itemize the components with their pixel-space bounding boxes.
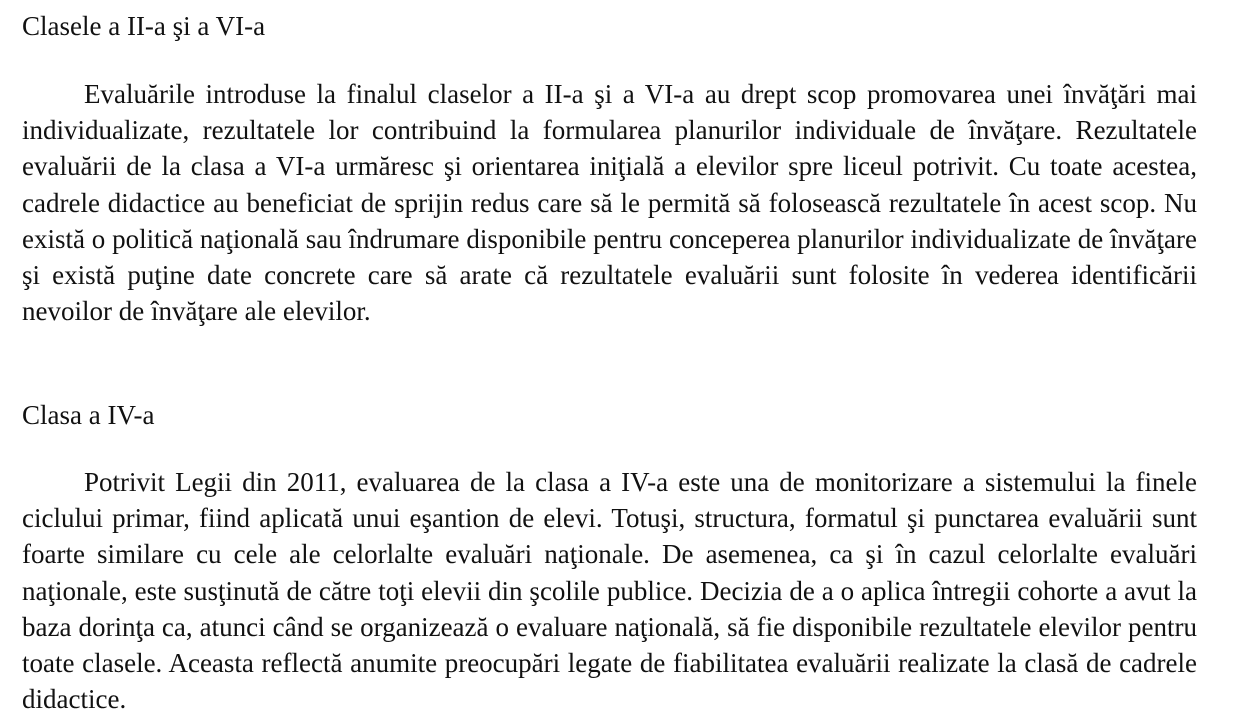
section-heading-grade-4: Clasa a IV-a: [22, 400, 155, 430]
section-heading-grades-2-6: Clasele a II-a şi a VI-a: [22, 11, 266, 41]
section-paragraph-grades-2-6: Evaluările introduse la finalul claselor a II-a şi a VI-a au drept scop promovarea unei învăţări mai individualizate, rezultatele lor contribuind la formularea planurilor individuale de învăţare. Rezultatele evaluării de la clasa a VI-a urmăresc şi orientarea iniţială a elevilor spre liceul potrivit. Cu toate acestea, cadrele didactice au beneficiat de sprijin redus care să le permită să folosească rezultatele în acest scop. Nu există o politică naţională sau îndrumare disponibile pentru conceperea planurilor individualizate de învăţare şi există puţine date concrete care să arate că rezultatele evaluării sunt folosite în vederea identificării nevoilor de învăţare ale elevilor.: [22, 79, 1197, 327]
section-paragraph-grade-4: Potrivit Legii din 2011, evaluarea de la clasa a IV-a este una de monitorizare a sistemului la finele ciclului primar, fiind aplicată unui eşantion de elevi. Totuşi, structura, formatul şi punctarea evaluării sunt foarte similare cu cele ale celorlalte evaluări naţionale. De asemenea, ca şi în cazul celorlalte evaluări naţionale, este susţinută de către toţi elevii din şcolile publice. Decizia de a o aplica întregii cohorte a avut la baza dorinţa ca, atunci când se organizează o evaluare naţională, să fie disponibile rezultatele elevilor pentru toate clasele. Aceasta reflectă anumite preocupări legate de fiabilitatea evaluării realizate la clasă de cadrele didactice.: [22, 467, 1197, 715]
